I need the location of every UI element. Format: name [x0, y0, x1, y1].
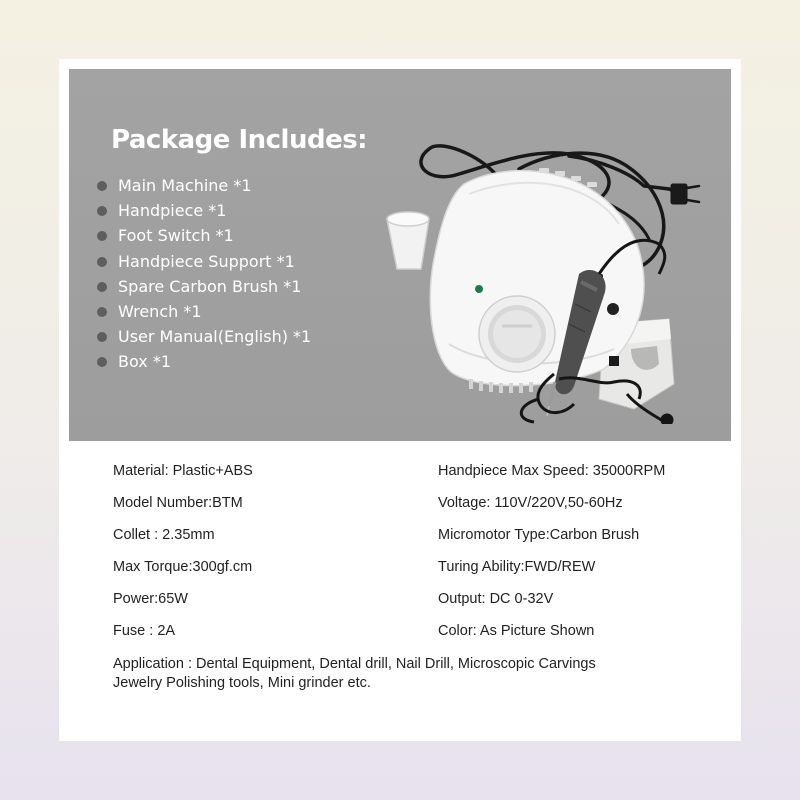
package-item-label: User Manual(English) *1 [118, 327, 312, 347]
package-item-label: Wrench *1 [118, 301, 202, 321]
package-item [97, 249, 311, 274]
package-item-label: Box *1 [118, 352, 172, 372]
package-item-label: Handpiece *1 [118, 201, 227, 221]
package-item [97, 198, 311, 223]
bullet-icon [97, 307, 107, 317]
bullet-icon [97, 357, 107, 367]
spec-left: Material: Plastic+ABS [113, 463, 253, 479]
spec-row [113, 623, 713, 655]
spec-row [113, 591, 713, 623]
product-card [59, 59, 741, 741]
spec-left: Max Torque:300gf.cm [113, 559, 253, 575]
spec-row [113, 559, 713, 591]
main-machine [387, 168, 644, 393]
package-item [97, 223, 311, 248]
bullet-icon [97, 282, 107, 292]
bullet-icon [97, 231, 107, 241]
spec-left: Power:65W [113, 591, 188, 607]
package-item [97, 349, 311, 374]
package-item [97, 173, 311, 198]
speed-knob [479, 296, 555, 372]
product-image [369, 124, 719, 424]
package-item [97, 324, 311, 349]
spec-right: Voltage: 110V/220V,50-60Hz [438, 495, 623, 511]
spec-right: Turing Ability:FWD/REW [438, 559, 596, 575]
spec-left: Collet : 2.35mm [113, 527, 215, 543]
package-item-label: Handpiece Support *1 [118, 251, 295, 271]
package-item-label: Main Machine *1 [118, 176, 252, 195]
application-line: Jewelry Polishing tools, Mini grinder etc. [113, 675, 371, 691]
package-title: Package Includes: [111, 125, 368, 155]
spec-row [113, 495, 713, 527]
package-item-label: Spare Carbon Brush *1 [118, 276, 302, 296]
power-switch [609, 356, 619, 366]
application-line: Application : Dental Equipment, Dental drill, Nail Drill, Microscopic Carvings [113, 656, 596, 672]
power-indicator-icon [475, 285, 483, 293]
spec-right: Color: As Picture Shown [438, 623, 595, 639]
spec-right: Micromotor Type:Carbon Brush [438, 527, 640, 543]
spec-row [113, 463, 713, 495]
bullet-icon [97, 181, 107, 191]
spec-left: Model Number:BTM [113, 495, 243, 511]
spec-right: Output: DC 0-32V [438, 591, 554, 607]
spec-row [113, 527, 713, 559]
package-item [97, 274, 311, 299]
spec-right: Handpiece Max Speed: 35000RPM [438, 463, 666, 479]
package-item-label: Foot Switch *1 [118, 226, 234, 246]
package-list [97, 173, 311, 375]
holder-cup [387, 212, 429, 269]
spec-table [113, 463, 713, 693]
application-text [113, 655, 713, 693]
package-item [97, 299, 311, 324]
socket-icon [607, 303, 619, 315]
bullet-icon [97, 206, 107, 216]
bullet-icon [97, 257, 107, 267]
spec-left: Fuse : 2A [113, 623, 176, 639]
bullet-icon [97, 332, 107, 342]
package-banner [69, 69, 731, 441]
